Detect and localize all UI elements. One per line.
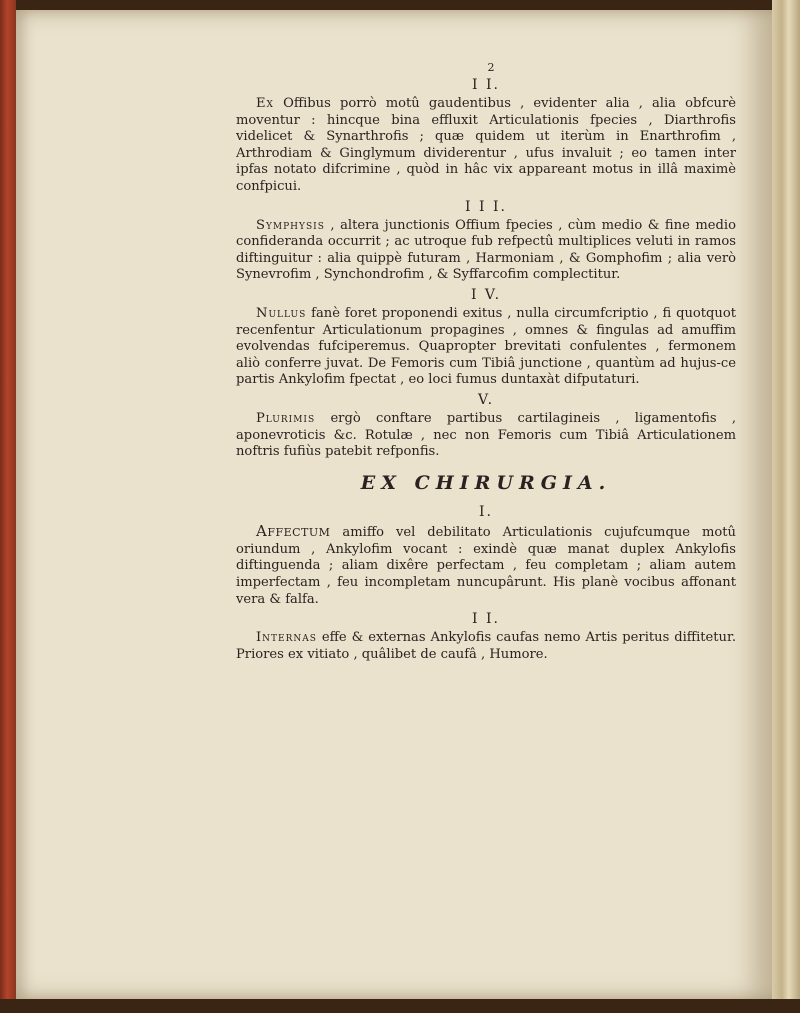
section-paragraph xyxy=(236,306,736,389)
lead-word: Nullus xyxy=(256,305,307,321)
lead-word: Ex xyxy=(256,96,274,111)
section xyxy=(236,503,736,608)
paragraph-text: amiffo vel debilitato Articulationis cujufcumque motû oriundum , Ankylofim vocant : exindè quæ manat duplex Ankylofis diftinguenda ; aliam dixêre perfectam , feu completam ; aliam autem imperfectam , feu incompletam nuncupârunt. His planè vocibus affonant vera & falfa. xyxy=(236,525,736,607)
section-number: V. xyxy=(477,391,495,408)
paragraph-text: fanè foret proponendi exitus , nulla circumfcriptio , fi quotquot recenfentur Articulationum propagines , omnes & fingulas ad amuffim evolvendas fufciperemus. Quapropter brevitati confulentes , fermonem aliò conferre juvat. De Femoris cum Tibiâ junctione , quantùm ad hujus-ce partis Ankylofim fpectat , eo loci fumus duntaxàt difputaturi. xyxy=(236,305,736,388)
top-edge xyxy=(0,0,800,10)
section-number: I I I. xyxy=(465,198,507,215)
lead-word: Plurimis xyxy=(256,410,316,426)
paragraph-text: , altera junctionis Offium fpecies , cùm medio & fine medio confideranda occurrit ; ac utroque fub refpectû multiplices veluti in ramos diftinguitur : alia quippè futuram , Harmoniam , & Gomphofim ; alia verò Synevrofim , Synchondrofim , & Syffarcofim complectitur. xyxy=(236,217,736,283)
section-number: I. xyxy=(479,504,493,521)
section xyxy=(236,610,736,663)
paragraph-text: Offibus porrò motû gaudentibus , evidenter alia , alia obfcurè moventur : hincque bina effluxit Articulationis fpecies , Diarthrofis videlicet & Synarthrofis ; quæ quidem ut iterùm in Enarthrofim , Arthrodiam & Ginglymum dividerentur , ufus invaluit ; eo tamen inter ipfas notato difcrimine , quòd in hâc vix appareant motus in illâ maximè confpicui. xyxy=(236,96,736,194)
section-paragraph xyxy=(236,96,736,196)
section xyxy=(236,198,736,284)
page-stack-edge xyxy=(772,0,800,1013)
lead-word: Affectum xyxy=(256,522,331,541)
section-number: I I. xyxy=(472,77,500,93)
section-paragraph xyxy=(236,411,736,461)
page-text xyxy=(236,62,736,663)
section xyxy=(236,391,736,461)
chapter-heading: EX CHIRURGIA. xyxy=(360,471,612,494)
section-paragraph xyxy=(236,630,736,663)
paragraph-text: ergò conftare partibus cartilagineis , ligamentofis , aponevroticis &c. Rotulæ , nec non Femoris cum Tibiâ Articulationem noftris fufiùs patebit refponfis. xyxy=(236,410,736,460)
section xyxy=(236,286,736,389)
lead-word: Symphysis xyxy=(256,217,325,233)
section-paragraph xyxy=(236,523,736,608)
lead-word: Internas xyxy=(256,630,317,646)
paragraph-text: effe & externas Ankylofis caufas nemo Artis peritus diffitetur. Priores ex vitiato , quâlibet de caufâ , Humore. xyxy=(236,630,736,662)
section xyxy=(236,76,736,196)
bottom-edge xyxy=(0,999,800,1013)
section-paragraph xyxy=(236,218,736,284)
section-number: I V. xyxy=(470,286,502,303)
book-cover-edge xyxy=(0,0,16,1013)
section-number: I I. xyxy=(472,611,500,628)
page-number: 2 xyxy=(487,61,495,74)
